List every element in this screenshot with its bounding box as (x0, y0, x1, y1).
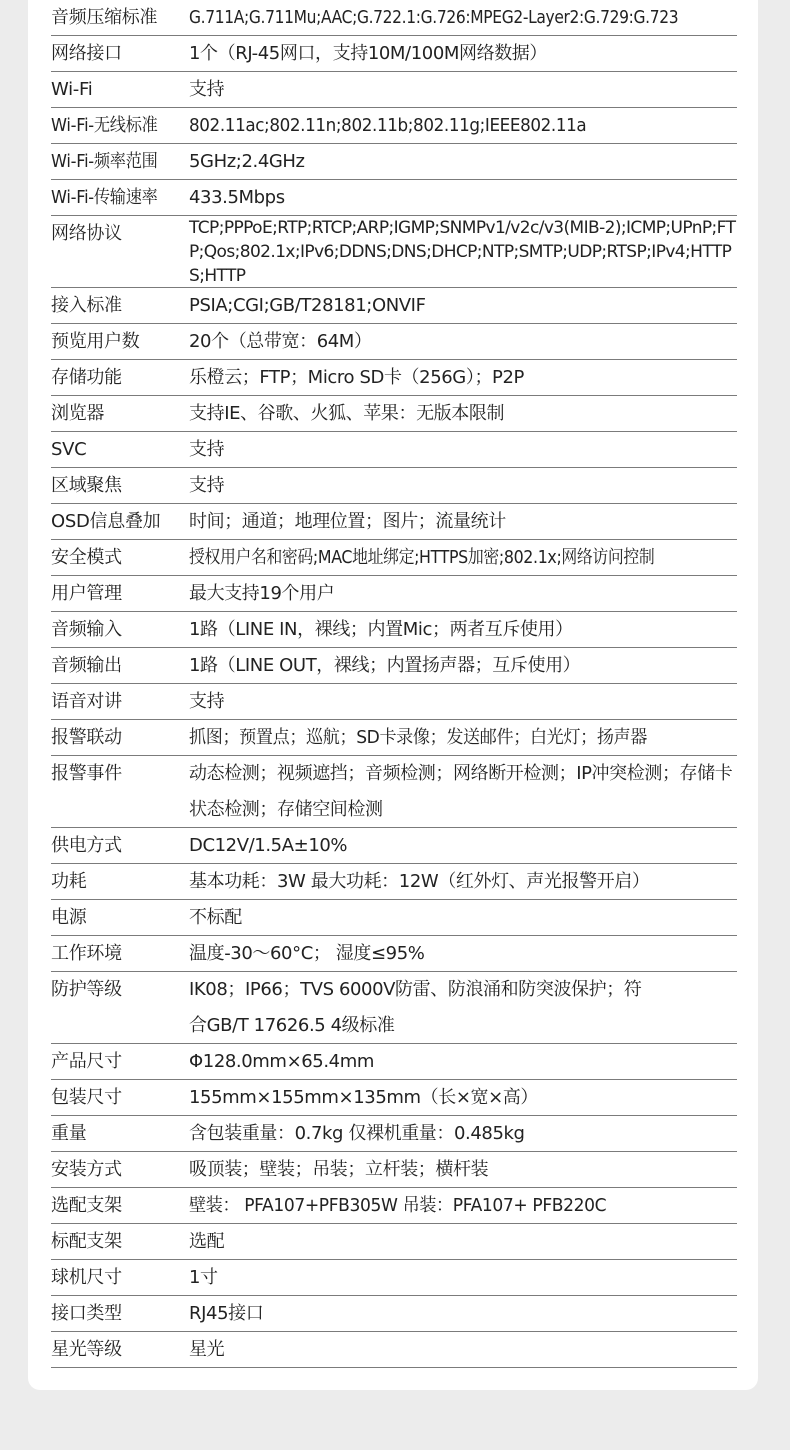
spec-value: 1路（LINE IN，裸线；内置Mic；两者互斥使用） (189, 619, 573, 640)
spec-label: 电源 (51, 907, 87, 928)
spec-row-weight (51, 1116, 737, 1152)
spec-row-svc (51, 432, 737, 468)
spec-value: 不标配 (189, 907, 242, 928)
spec-value: 433.5Mbps (189, 187, 285, 208)
spec-value: 动态检测；视频遮挡；音频检测；网络断开检测；IP冲突检测；存储卡状态检测；存储空间检测 (189, 763, 733, 820)
spec-table (51, 0, 737, 1368)
spec-row-product-size (51, 1044, 737, 1080)
spec-value: 星光 (189, 1339, 225, 1360)
spec-row-user-management (51, 576, 737, 612)
spec-label: 语音对讲 (51, 691, 122, 712)
spec-value: 支持 (189, 439, 225, 460)
spec-row-wifi-frequency (51, 144, 737, 180)
spec-row-protection-level (51, 972, 737, 1044)
spec-label: Wi-Fi-频率范围 (51, 151, 158, 172)
spec-value: 5GHz;2.4GHz (189, 151, 305, 172)
spec-value: 支持 (189, 691, 225, 712)
spec-row-security-mode (51, 540, 737, 576)
spec-row-audio-compression (51, 0, 737, 36)
spec-row-power-adapter (51, 900, 737, 936)
spec-value: 授权用户名和密码;MAC地址绑定;HTTPS加密;802.1x;网络访问控制 (189, 547, 655, 568)
spec-row-audio-output (51, 648, 737, 684)
spec-label: 音频压缩标准 (51, 7, 158, 28)
spec-label: 报警事件 (51, 763, 122, 784)
spec-label: 星光等级 (51, 1339, 122, 1360)
spec-label: Wi-Fi (51, 79, 93, 100)
spec-label: 防护等级 (51, 979, 122, 1000)
spec-value: 含包装重量：0.7kg 仅裸机重量：0.485kg (189, 1123, 525, 1144)
spec-label: 报警联动 (51, 727, 122, 748)
spec-label: 功耗 (51, 871, 87, 892)
spec-value: RJ45接口 (189, 1303, 264, 1324)
spec-row-package-size (51, 1080, 737, 1116)
spec-value: 时间；通道；地理位置；图片；流量统计 (189, 511, 506, 532)
spec-label: 工作环境 (51, 943, 122, 964)
spec-value: 20个（总带宽：64M） (189, 331, 372, 352)
spec-value: 壁装： PFA107+PFB305W 吊装：PFA107+ PFB220C (189, 1195, 607, 1216)
spec-label: 标配支架 (51, 1231, 122, 1252)
spec-value: 温度-30～60°C； 湿度≤95% (189, 943, 425, 964)
spec-value: Φ128.0mm×65.4mm (189, 1051, 374, 1072)
spec-value: 1寸 (189, 1267, 218, 1288)
spec-row-wifi-rate (51, 180, 737, 216)
spec-row-preview-users (51, 324, 737, 360)
spec-value: G.711A;G.711Mu;AAC;G.722.1:G.726:MPEG2-Layer2:G.729:G.723 (189, 7, 679, 28)
spec-row-osd (51, 504, 737, 540)
spec-label: 区域聚焦 (51, 475, 122, 496)
spec-row-network-protocol (51, 216, 737, 288)
spec-row-environment (51, 936, 737, 972)
spec-value: 支持 (189, 475, 225, 496)
spec-value: 支持IE、谷歌、火狐、苹果：无版本限制 (189, 403, 505, 424)
spec-label: 选配支架 (51, 1195, 122, 1216)
spec-row-intercom (51, 684, 737, 720)
spec-value: PSIA;CGI;GB/T28181;ONVIF (189, 295, 426, 316)
spec-label: 预览用户数 (51, 331, 140, 352)
spec-value: DC12V/1.5A±10% (189, 835, 348, 856)
spec-row-wifi (51, 72, 737, 108)
spec-label: Wi-Fi-传输速率 (51, 187, 158, 208)
spec-value: 乐橙云；FTP；Micro SD卡（256G）；P2P (189, 367, 525, 388)
spec-label: 供电方式 (51, 835, 122, 856)
spec-label: Wi-Fi-无线标准 (51, 115, 158, 136)
spec-label: 接入标准 (51, 295, 122, 316)
spec-value: 基本功耗：3W 最大功耗：12W（红外灯、声光报警开启） (189, 871, 650, 892)
spec-label: 存储功能 (51, 367, 122, 388)
spec-label: 接口类型 (51, 1303, 122, 1324)
spec-row-wifi-standard (51, 108, 737, 144)
spec-row-storage (51, 360, 737, 396)
spec-label: 音频输出 (51, 655, 122, 676)
spec-value: 155mm×155mm×135mm（长×宽×高） (189, 1087, 539, 1108)
spec-row-standard-bracket (51, 1224, 737, 1260)
spec-label: 包装尺寸 (51, 1087, 122, 1108)
spec-label: 用户管理 (51, 583, 122, 604)
spec-value: 802.11ac;802.11n;802.11b;802.11g;IEEE802.11a (189, 115, 587, 136)
spec-value: 1个（RJ-45网口，支持10M/100M网络数据） (189, 43, 548, 64)
spec-label: 网络协议 (51, 223, 122, 244)
spec-value: 1路（LINE OUT，裸线；内置扬声器；互斥使用） (189, 655, 581, 676)
spec-value: 选配 (189, 1231, 225, 1252)
spec-label: 浏览器 (51, 403, 105, 424)
spec-row-access-standard (51, 288, 737, 324)
spec-value: TCP;PPPoE;RTP;RTCP;ARP;IGMP;SNMPv1/v2c/v3(MIB-2);ICMP;UPnP;FTP;Qos;802.1x;IPv6;DDNS;DNS;DHCP;NTP;SMTP;UDP;RTSP;IPv4;HTTPS;HTTP (189, 218, 736, 286)
spec-row-installation (51, 1152, 737, 1188)
spec-row-interface-type (51, 1296, 737, 1332)
spec-row-alarm-linkage (51, 720, 737, 756)
spec-label: OSD信息叠加 (51, 511, 161, 532)
spec-row-alarm-events (51, 756, 737, 828)
spec-row-starlight-level (51, 1332, 737, 1368)
spec-row-browser (51, 396, 737, 432)
spec-row-dome-size (51, 1260, 737, 1296)
spec-label: 网络接口 (51, 43, 122, 64)
spec-value: 抓图；预置点；巡航；SD卡录像；发送邮件；白光灯；扬声器 (189, 727, 647, 748)
spec-label: 重量 (51, 1123, 87, 1144)
spec-label: 安全模式 (51, 547, 122, 568)
spec-label: SVC (51, 439, 87, 460)
spec-value: 吸顶装；壁装；吊装；立杆装；横杆装 (189, 1159, 489, 1180)
spec-label: 产品尺寸 (51, 1051, 122, 1072)
spec-label: 球机尺寸 (51, 1267, 122, 1288)
spec-row-optional-bracket (51, 1188, 737, 1224)
spec-row-network-interface (51, 36, 737, 72)
spec-row-power-supply (51, 828, 737, 864)
spec-value: 最大支持19个用户 (189, 583, 335, 604)
spec-label: 安装方式 (51, 1159, 122, 1180)
spec-value: 支持 (189, 79, 225, 100)
spec-row-region-focus (51, 468, 737, 504)
spec-value: IK08；IP66；TVS 6000V防雷、防浪涌和防突波保护；符合GB/T 17626.5 4级标准 (189, 979, 642, 1036)
spec-row-power-consumption (51, 864, 737, 900)
spec-row-audio-input (51, 612, 737, 648)
spec-label: 音频输入 (51, 619, 122, 640)
